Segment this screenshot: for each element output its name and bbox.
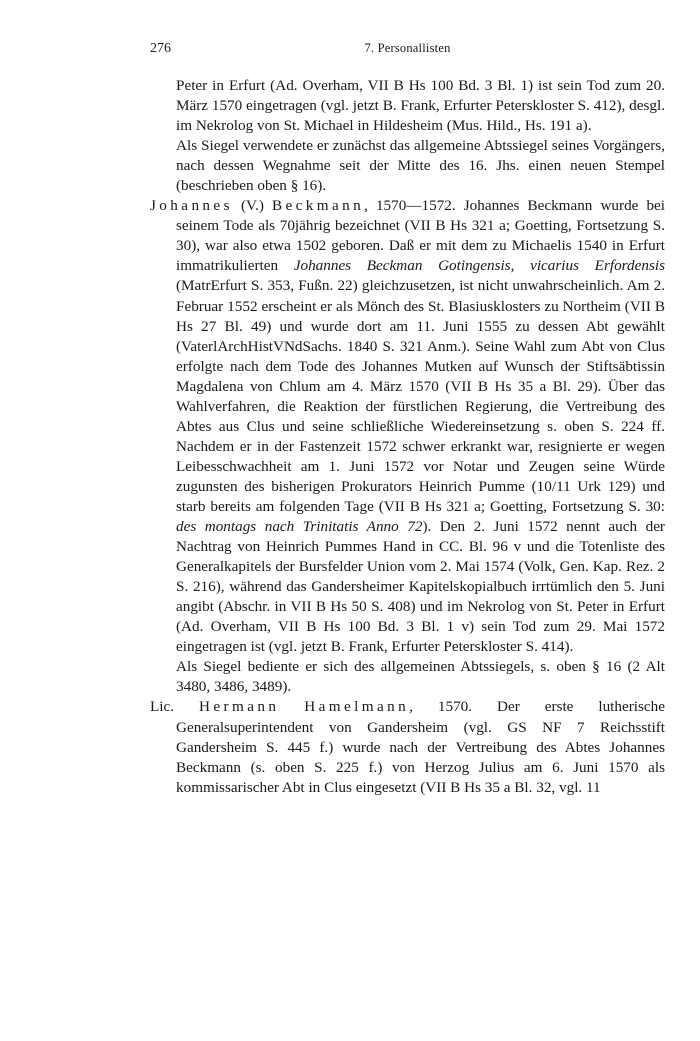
entry-surname: Beckmann [271, 197, 365, 215]
entry-text: ). Den 2. Juni 1572 nennt auch der Nachtrag von Heinrich Pummes Hand in CC. Bl. 96 v und die Totenliste des Generalkapitels der Bursfelder Union vom 2. Mai 1574 (Volk, Gen. Kap. Rez. 2 S. 216), während das Gandersheimer Kapitelskopialbuch irrtümlich den 5. Juni angibt (Abschr. in VII B Hs 50 S. 408) und im Nekrolog von St. Peter in Erfurt (Ad. Overham, VII B Hs 100 Bd. 3 Bl. 1 v) sein Tod zum 29. Mai 1572 eingetragen ist (vgl. jetzt B. Frank, Erfurter Peterskloster S. 414). [176, 518, 665, 656]
running-head: 7. Personallisten [364, 41, 451, 55]
entry-hermann-hamelmann [150, 697, 665, 797]
entry-text: , 1570—1572. Johannes Beckmann wurde bei seinem Tode als 70jährig bezeichnet (VII B Hs 321 a; Goetting, Fortsetzung S. 30), war also etwa 1502 geboren. Daß er mit dem zu Michaelis 1540 in Erfurt immatrikulierten [176, 197, 666, 275]
seal-paragraph: Als Siegel bediente er sich des allgemeinen Abtssiegels, s. oben § 16 (2 Alt 3480, 3486, 3489). [176, 658, 665, 696]
entry-ordinal: (V.) [240, 197, 264, 215]
page-body [150, 76, 665, 798]
page-number: 276 [150, 41, 171, 56]
entry-text: (MatrErfurt S. 353, Fußn. 22) gleichzusetzen, ist nicht unwahrscheinlich. Am 2. Februar 1552 erscheint er als Mönch des St. Blasiusklosters zu Northeim (VII B Hs 27 Bl. 49) und wurde dort am 11. Juni 1555 zu dessen Abt gewählt (VaterlArchHistVNdSachs. 1840 S. 321 Anm.). Seine Wahl zum Abt von Clus erfolgte nach dem Tode des Johannes Mutken auf Wunsch der Stiftsäbtissin Magdalena von Chlum am 4. März 1570 (VII B Hs 35 a Bl. 29). Über das Wahlverfahren, die Reaktion der fürstlichen Regierung, die Vertreibung des Abtes aus Clus und seine schließliche Wiedereinsetzung s. oben S. 224 ff. Nachdem er in der Fastenzeit 1572 schwer erkrankt war, resignierte er wegen Leibesschwachheit am 1. Juni 1572 vor Notar und Zeugen seine Würde zugunsten des bisherigen Prokurators Heinrich Pumme (10/11 Urk 129) und starb bereits am folgenden Tage (VII B Hs 321 a; Goetting, Fortsetzung S. 30: [176, 277, 665, 515]
entry-surname: Hamelmann [304, 698, 410, 716]
entry-given-name: Hermann [199, 698, 280, 716]
continuation-paragraph: Peter in Erfurt (Ad. Overham, VII B Hs 100 Bd. 3 Bl. 1) ist sein Tod zum 20. März 1570 eingetragen (vgl. jetzt B. Frank, Erfurter Peterskloster S. 412), desgl. im Nekrolog von St. Michael in Hildesheim (Mus. Hild., Hs. 191 a). [176, 77, 665, 135]
entry-italic-citation: Johannes Beckman Gotingensis, vicarius Erfordensis [293, 257, 665, 275]
entry-given-name: Johannes [150, 197, 233, 215]
entry-italic-quote: des montags nach Trinitatis Anno 72 [176, 518, 423, 536]
seal-paragraph: Als Siegel verwendete er zunächst das allgemeine Abtssiegel seines Vorgängers, nach dessen Wegnahme seit der Mitte des 16. Jhs. einen neuen Stempel (beschrieben oben § 16). [176, 137, 665, 195]
entry-text: , 1570. Der erste lutherische Generalsuperintendent von Gandersheim (vgl. GS NF 7 Reichsstift Gandersheim S. 445 f.) wurde nach der Vertreibung des Abtes Johannes Beckmann (s. oben S. 225 f.) von Herzog Julius am 6. Juni 1570 als kommissarischer Abt in Clus eingesetzt (VII B Hs 35 a Bl. 32, vgl. 11 [176, 698, 666, 796]
entry-johannes-beckmann [150, 196, 665, 657]
page-header [150, 41, 665, 61]
entry-prefix: Lic. [150, 698, 175, 716]
